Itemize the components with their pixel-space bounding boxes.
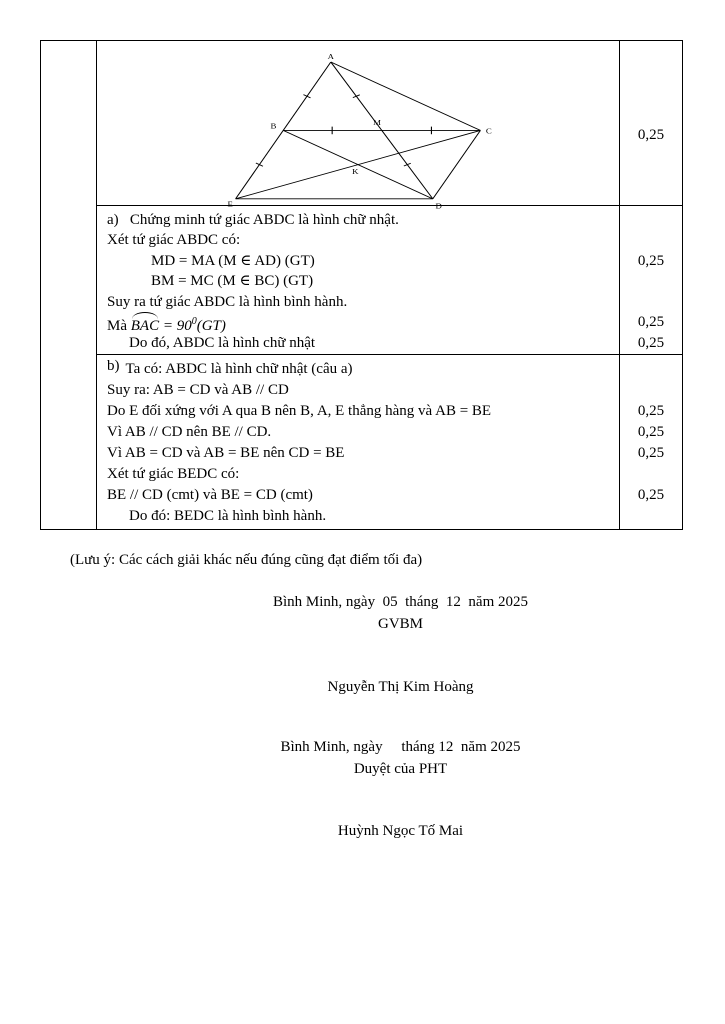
section-label-b: b): [107, 358, 120, 375]
proof-line: Vì AB // CD nên BE // CD.: [107, 424, 272, 441]
point-label-D: D: [435, 202, 442, 211]
score-value: [620, 271, 682, 292]
proof-line: Do đó, ABDC là hình chữ nhật: [129, 334, 316, 351]
math-prefix: Mà: [107, 318, 131, 335]
score-value: [620, 230, 682, 251]
signature1-role: GVBM: [377, 616, 423, 632]
answer-key-table: [40, 40, 683, 530]
point-label-A: A: [327, 52, 334, 61]
score-value: 0,25: [637, 334, 665, 351]
proof-line: Do E đối xứng với A qua B nên B, A, E thẳng hàng và AB = BE: [107, 403, 492, 420]
question-number-column: [41, 41, 97, 529]
proof-line-angle: [107, 312, 613, 333]
signature1-place-date: Bình Minh, ngày 05 tháng 12 năm 2025: [273, 594, 528, 610]
score-value: 0,25: [637, 252, 665, 269]
proof-line: BM = MC (M ∈ BC) (GT): [151, 273, 314, 290]
score-value: 0,25: [637, 314, 665, 331]
table-rows: [97, 41, 682, 529]
score-column-a: [620, 206, 682, 355]
figure-cell: [97, 41, 620, 211]
score-value: [620, 210, 682, 231]
proof-line: BE // CD (cmt) và BE = CD (cmt): [107, 487, 313, 504]
proof-line: Xét tứ giác BEDC có:: [107, 466, 240, 483]
proof-line: Suy ra tứ giác ABDC là hình bình hành.: [107, 293, 348, 310]
score-cell-figure: [620, 41, 682, 205]
math-superscript: 0: [191, 316, 197, 328]
math-gt: (GT): [196, 318, 226, 335]
signature2-role: Duyệt của PHT: [353, 761, 448, 777]
score-value: 0,25: [637, 424, 665, 441]
score-value: [620, 359, 682, 380]
point-label-B: B: [270, 122, 277, 131]
angle-hat: BAC: [131, 316, 159, 337]
solution-a: [97, 206, 620, 355]
score-value: 0,25: [637, 127, 665, 143]
point-label-M: M: [373, 118, 381, 127]
point-label-C: C: [485, 127, 492, 136]
figure-row: [97, 41, 682, 211]
score-value: [620, 506, 682, 527]
answer-row-b: [97, 355, 682, 529]
signature2-place-date: Bình Minh, ngày tháng 12 năm 2025: [280, 739, 521, 755]
solution-b: [97, 355, 620, 529]
signature2-name: Huỳnh Ngọc Tố Mai: [337, 823, 464, 839]
answer-row-a: [97, 206, 682, 356]
proof-line: Suy ra: AB = CD và AB // CD: [107, 382, 289, 399]
figure-lines: [236, 62, 481, 199]
score-value: 0,25: [637, 403, 665, 420]
proof-line: MD = MA (M ∈ AD) (GT): [151, 252, 315, 269]
score-value: [620, 292, 682, 313]
proof-line: Do đó: BEDC là hình bình hành.: [129, 508, 327, 525]
score-value: [620, 380, 682, 401]
grading-note: (Lưu ý: Các cách giải khác nếu đúng cũng đạt điểm tối đa): [70, 552, 423, 568]
point-label-K: K: [352, 167, 359, 176]
score-value: [620, 464, 682, 485]
score-value: 0,25: [637, 487, 665, 504]
math-eq: = 90: [159, 318, 192, 335]
proof-line: [107, 359, 613, 380]
proof-text: Ta có: ABDC là hình chữ nhật (câu a): [125, 361, 353, 378]
signature1-name: Nguyễn Thị Kim Hoàng: [327, 679, 474, 695]
proof-line: Xét tứ giác ABDC có:: [107, 232, 241, 249]
score-column-b: [620, 355, 682, 529]
geometry-figure: [222, 49, 494, 211]
proof-line: Vì AB = CD và AB = BE nên CD = BE: [107, 445, 345, 462]
score-value: 0,25: [637, 445, 665, 462]
proof-line: a) Chứng minh tứ giác ABDC là hình chữ nhật.: [107, 211, 399, 228]
point-label-E: E: [227, 200, 233, 209]
